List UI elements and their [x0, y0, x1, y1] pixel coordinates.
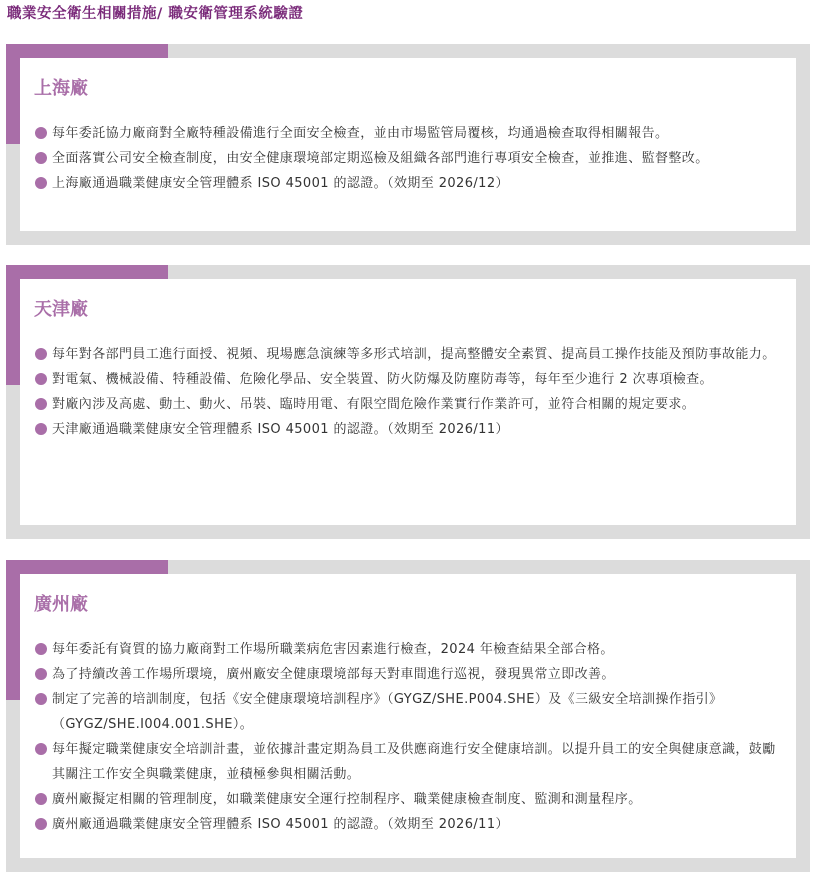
bullet-icon — [35, 423, 47, 435]
measure-list — [34, 121, 786, 196]
accent-bar-top — [6, 44, 168, 58]
bullet-icon — [35, 373, 47, 385]
item-text: 天津廠通過職業健康安全管理體系 ISO 45001 的認證。（效期至 2026/11） — [52, 422, 509, 437]
section-shanghai — [6, 44, 810, 245]
bullet-icon — [35, 152, 47, 164]
item-text: 全面落實公司安全檢查制度，由安全健康環境部定期巡檢及組織各部門進行專項安全檢查，並推進、監督整改。 — [52, 151, 709, 166]
list-item — [34, 812, 786, 837]
bullet-icon — [35, 743, 47, 755]
item-text: 每年委託有資質的協力廠商對工作場所職業病危害因素進行檢查，2024 年檢查結果全部合格。 — [52, 642, 614, 657]
list-item — [34, 662, 786, 687]
accent-bar-top — [6, 265, 168, 279]
measure-list — [34, 637, 786, 837]
measure-list — [34, 342, 786, 442]
bullet-icon — [35, 668, 47, 680]
section-card — [20, 574, 796, 858]
page-title: 職業安全衛生相關措施/ 職安衛管理系統驗證 — [7, 6, 304, 22]
bullet-icon — [35, 693, 47, 705]
section-card — [20, 279, 796, 525]
item-text: 對電氣、機械設備、特種設備、危險化學品、安全裝置、防火防爆及防塵防毒等，每年至少進行 2 次專項檢查。 — [52, 372, 713, 387]
list-item — [34, 171, 786, 196]
item-text: 每年委託協力廠商對全廠特種設備進行全面安全檢查，並由市場監管局覆核，均通過檢查取得相關報告。 — [52, 126, 669, 141]
item-text: 每年對各部門員工進行面授、視頻、現場應急演練等多形式培訓，提高整體安全素質、提高員工操作技能及預防事故能力。 — [52, 347, 776, 362]
list-item — [34, 737, 786, 787]
bullet-icon — [35, 793, 47, 805]
bullet-icon — [35, 643, 47, 655]
list-item — [34, 121, 786, 146]
bullet-icon — [35, 348, 47, 360]
section-tianjin — [6, 265, 810, 539]
plant-title: 上海廠 — [34, 78, 88, 99]
bullet-icon — [35, 127, 47, 139]
item-text: 對廠內涉及高處、動土、動火、吊裝、臨時用電、有限空間危險作業實行作業許可，並符合相關的規定要求。 — [52, 397, 696, 412]
list-item — [34, 687, 786, 737]
accent-bar-top — [6, 560, 168, 574]
accent-bar-left — [6, 44, 20, 144]
item-text: 制定了完善的培訓制度，包括《安全健康環境培訓程序》（GYGZ/SHE.P004.SHE）及《三級安全培訓操作指引》（GYGZ/SHE.I004.001.SHE）。 — [52, 692, 723, 732]
list-item — [34, 367, 786, 392]
bullet-icon — [35, 398, 47, 410]
item-text: 上海廠通過職業健康安全管理體系 ISO 45001 的認證。（效期至 2026/12） — [52, 176, 509, 191]
item-text: 每年擬定職業健康安全培訓計畫，並依據計畫定期為員工及供應商進行安全健康培訓。以提升員工的安全與健康意識，鼓勵其關注工作安全與職業健康，並積極參與相關活動。 — [52, 742, 776, 782]
section-card — [20, 58, 796, 231]
list-item — [34, 392, 786, 417]
list-item — [34, 417, 786, 442]
bullet-icon — [35, 177, 47, 189]
plant-title: 廣州廠 — [34, 594, 88, 615]
item-text: 廣州廠擬定相關的管理制度，如職業健康安全運行控制程序、職業健康檢查制度、監測和測量程序。 — [52, 792, 642, 807]
list-item — [34, 146, 786, 171]
list-item — [34, 787, 786, 812]
item-text: 為了持續改善工作場所環境，廣州廠安全健康環境部每天對車間進行巡視，發現異常立即改善。 — [52, 667, 615, 682]
list-item — [34, 637, 786, 662]
list-item — [34, 342, 786, 367]
bullet-icon — [35, 818, 47, 830]
accent-bar-left — [6, 560, 20, 700]
section-guangzhou — [6, 560, 810, 872]
item-text: 廣州廠通過職業健康安全管理體系 ISO 45001 的認證。（效期至 2026/11） — [52, 817, 509, 832]
plant-title: 天津廠 — [34, 299, 88, 320]
accent-bar-left — [6, 265, 20, 385]
